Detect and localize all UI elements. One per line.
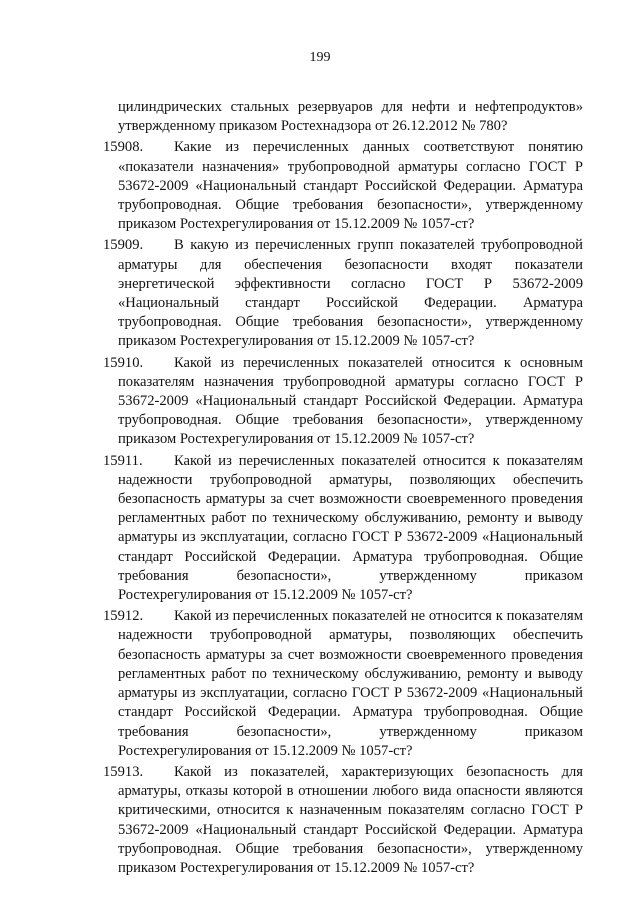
question-text: Какой из перечисленных показателей не относится к показателям надежности трубопроводной арматуры, позволяющих обеспечить безопасность арматуры за счет возможности своевременного проведения регламентных работ по техническому обслуживанию, ремонту и выводу арматуры из эксплуатации, согласно ГОСТ Р 53672-2009 «Национальный стандарт Российской Федерации. Арматура трубопроводная. Общие требования безопасности», утвержденному приказом Ростехрегулирования от 15.12.2009 № 1057-ст? xyxy=(118,608,583,759)
question-text: Какой из показателей, характеризующих безопасность для арматуры, отказы которой в отношении любого вида опасности являются критическими, относится к назначенным показателям согласно ГОСТ Р 53672-2009 «Национальный стандарт Российской Федерации. Арматура трубопроводная. Общие требования безопасности», утвержденному приказом Ростехрегулирования от 15.12.2009 № 1057-ст? xyxy=(118,763,583,876)
question-item xyxy=(103,452,583,606)
question-item xyxy=(103,236,583,351)
document-body xyxy=(103,98,583,878)
question-item xyxy=(103,763,583,878)
question-number: 15908. xyxy=(103,139,144,156)
question-text: Какой из перечисленных показателей относится к основным показателям назначения трубопроводной арматуры согласно ГОСТ Р 53672-2009 «Национальный стандарт Российской Федерации. Арматура трубопроводная. Общие требования безопасности», утвержденному приказом Ростехрегулирования от 15.12.2009 № 1057-ст? xyxy=(118,354,583,448)
question-text: В какую из перечисленных групп показателей трубопроводной арматуры для обеспечения безопасности входят показатели энергетической эффективности согласно ГОСТ Р 53672-2009 «Национальный стандарт Российской Федерации. Арматура трубопроводная. Общие требования безопасности», утвержденному приказом Ростехрегулирования от 15.12.2009 № 1057-ст? xyxy=(118,237,583,350)
page-number: 199 xyxy=(309,50,331,65)
question-text: Какие из перечисленных данных соответствуют понятию «показатели назначения» трубопроводной арматуры согласно ГОСТ Р 53672-2009 «Национальный стандарт Российской Федерации. Арматура трубопроводная. Общие требования безопасности», утвержденному приказом Ростехрегулирования от 15.12.2009 № 1057-ст? xyxy=(118,139,583,233)
question-number: 15910. xyxy=(103,354,144,371)
question-number: 15913. xyxy=(103,763,144,780)
question-item xyxy=(103,138,583,234)
continuation-paragraph: цилиндрических стальных резервуаров для нефти и нефтепродуктов» утвержденному приказом Ростехнадзора от 26.12.2012 № 780? xyxy=(118,99,583,135)
question-number: 15911. xyxy=(103,452,143,469)
question-text: Какой из перечисленных показателей относится к показателям надежности трубопроводной арматуры, позволяющих обеспечить безопасность арматуры за счет возможности своевременного проведения регламентных работ по техническому обслуживанию, ремонту и выводу арматуры из эксплуатации, согласно ГОСТ Р 53672-2009 «Национальный стандарт Российской Федерации. Арматура трубопроводная. Общие требования безопасности», утвержденному приказом Ростехрегулирования от 15.12.2009 № 1057-ст? xyxy=(118,452,583,604)
question-number: 15909. xyxy=(103,237,144,254)
question-number: 15912. xyxy=(103,608,144,625)
question-item xyxy=(103,607,583,761)
question-item xyxy=(103,354,583,450)
